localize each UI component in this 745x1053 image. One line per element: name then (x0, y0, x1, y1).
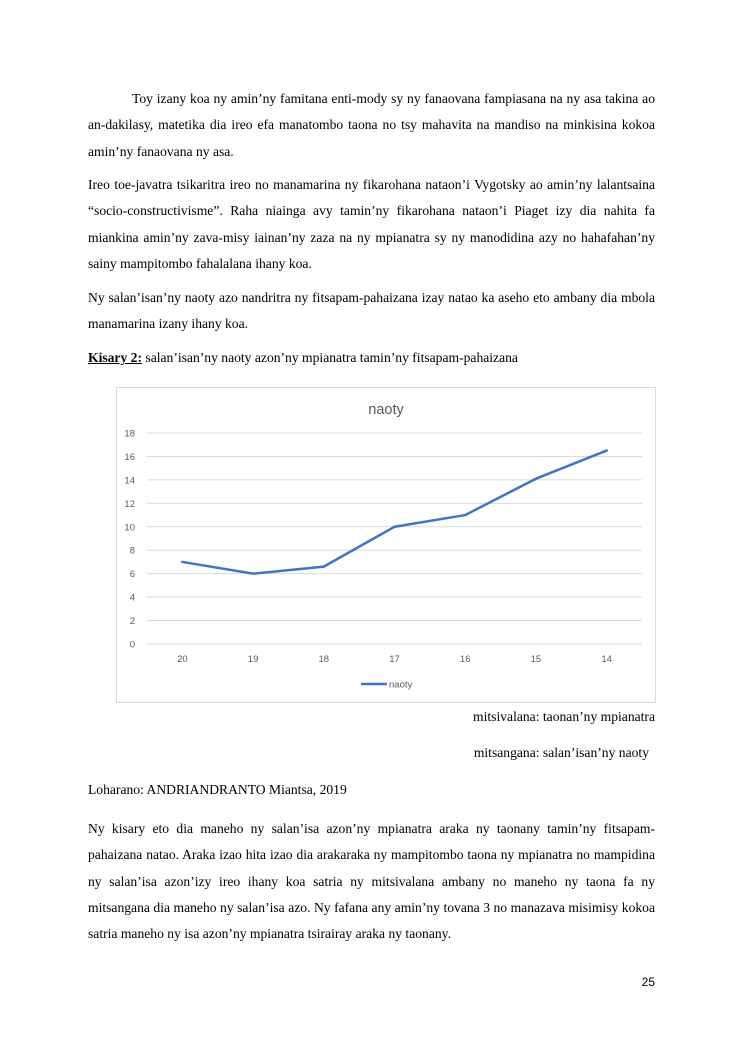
paragraph-2: Ireo toe-javatra tsikaritra ireo no manamarina ny fikarohana nataon’i Vygotsky ao amin’ny lalantsaina “socio-constructivisme”. Raha niainga avy tamin’ny fikarohana nataon’i Piaget izy dia nahita fa miankina amin’ny zava-misy iainan’ny zaza na ny mpianatra sy ny manodidina azy no hahafahan’ny sainy mampitombo fahalalana ihany koa. (88, 177, 655, 271)
data-point (464, 514, 466, 516)
data-point (252, 572, 254, 574)
data-point (535, 478, 537, 480)
x-tick-label: 15 (530, 654, 542, 665)
paragraph-1: Toy izany koa ny amin’ny famitana enti-mody sy ny fanaovana fampiasana na ny asa takina ao an-dakilasy, matetika dia ireo efa manatombo taona no tsy mahavita na mandiso na minkisina kokoa amin’ny fanaovana ny asa. (88, 91, 655, 159)
y-tick-label: 10 (124, 522, 135, 534)
chart-title: naoty (368, 402, 404, 418)
x-tick-label: 20 (177, 654, 188, 665)
x-tick-label: 19 (247, 654, 259, 665)
y-tick-label: 2 (129, 616, 135, 628)
data-point (605, 449, 607, 451)
paragraph-3: Ny salan’isan’ny naoty azo nandritra ny fitsapam-pahaizana izay natao ka aseho eto ambany dia mbola manamarina izany ihany koa. (88, 290, 655, 332)
y-tick-label: 18 (124, 428, 135, 440)
legend-label: naoty (389, 679, 413, 691)
x-tick-label: 16 (459, 654, 471, 665)
paragraph-4: Ny kisary eto dia maneho ny salan’isa azon’ny mpianatra araka ny taonany tamin’ny fitsapam-pahaizana natao. Araka izao hita izao dia arakaraka ny mampitombo taona ny mpianatra no mampidina ny salan’isa azon’izy ireo ihany koa satria ny mitsivalana ambany no maneho ny taona fa ny mitsangana dia maneho ny salan’isa azo. Ny fafana any amin’ny tovana 3 no manazava misimisy kokoa satria maneho ny isa azon’ny mpianatra tsirairay araka ny taonany. (88, 821, 655, 942)
series-line-naoty (182, 451, 606, 574)
figure-caption (88, 350, 518, 366)
chart-svg (117, 388, 655, 702)
x-tick-label: 14 (601, 654, 612, 665)
data-point (323, 565, 325, 567)
data-point (393, 526, 395, 528)
page-number: 25 (641, 975, 655, 989)
y-tick-label: 16 (124, 451, 135, 463)
y-tick-label: 8 (129, 545, 135, 557)
x-tick-label: 18 (318, 654, 330, 665)
figure-source: Loharano: ANDRIANDRANTO Miantsa, 2019 (88, 782, 347, 797)
figure-caption-label: Kisary 2: (88, 350, 142, 365)
y-tick-label: 6 (129, 569, 135, 581)
figure-caption-text: salan’isan’ny naoty azon’ny mpianatra tamin’ny fitsapam-pahaizana (142, 350, 518, 365)
y-axis-note: mitsangana: salan’isan’ny naoty (473, 745, 649, 760)
line-chart (116, 387, 656, 703)
y-tick-label: 14 (124, 475, 135, 487)
x-axis-note: mitsivalana: taonan’ny mpianatra (473, 709, 655, 724)
y-tick-label: 12 (124, 498, 135, 510)
data-point (181, 561, 183, 563)
y-tick-label: 0 (129, 639, 135, 651)
y-tick-label: 4 (129, 592, 135, 604)
x-tick-label: 17 (389, 654, 400, 665)
